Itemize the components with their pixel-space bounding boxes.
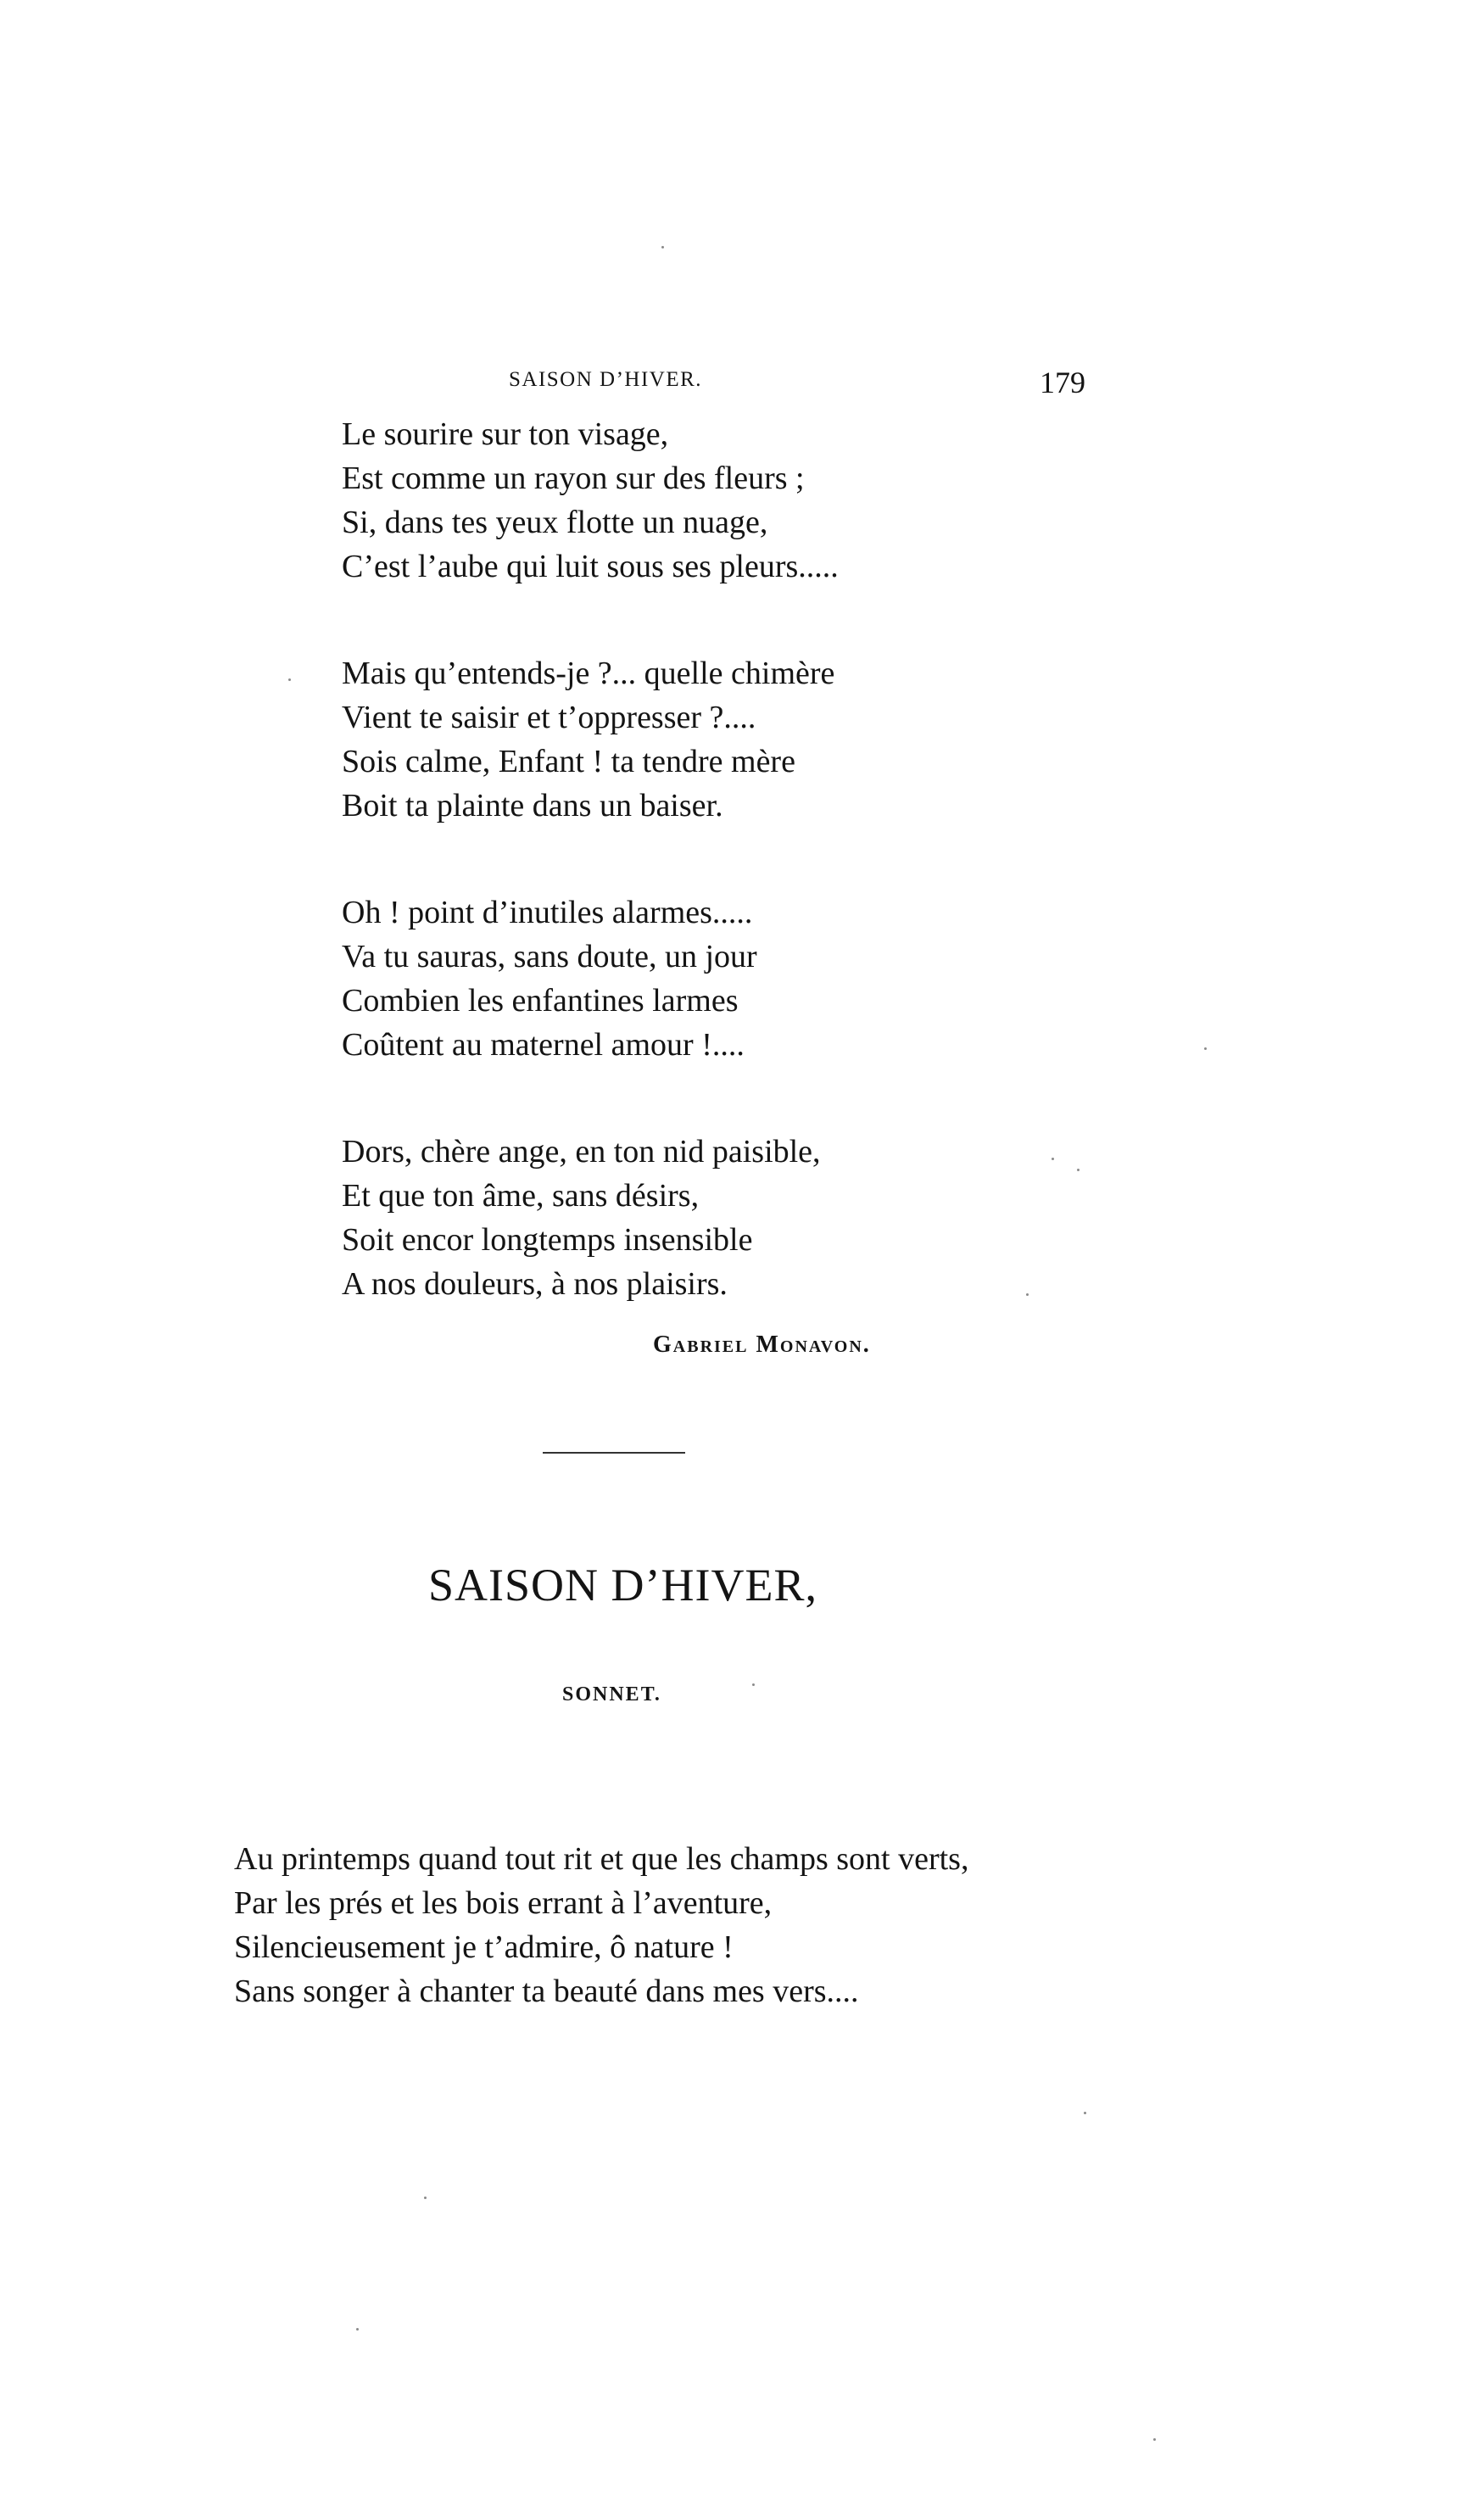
- running-title: SAISON D’HIVER.: [509, 368, 703, 391]
- running-head: [509, 365, 1085, 407]
- verse-line: Si, dans tes yeux flotte un nuage,: [342, 505, 768, 540]
- page-number: 179: [1040, 366, 1085, 399]
- stanza-1: [342, 412, 839, 589]
- verse-line: Mais qu’entends-je ?... quelle chimère: [342, 656, 835, 691]
- verse-line: Soit encor longtemps insensible: [342, 1222, 753, 1258]
- paper-speck: [356, 2328, 359, 2331]
- paper-speck: [752, 1683, 755, 1686]
- author-signature: Gabriel Monavon.: [653, 1331, 871, 1358]
- verse-line: Le sourire sur ton visage,: [342, 416, 669, 452]
- verse-line: Oh ! point d’inutiles alarmes.....: [342, 895, 753, 930]
- paper-speck: [661, 246, 664, 248]
- verse-line: C’est l’aube qui luit sous ses pleurs.....: [342, 549, 839, 584]
- verse-line: Sans songer à chanter ta beauté dans mes vers....: [234, 1973, 859, 2009]
- paper-speck: [1204, 1047, 1207, 1050]
- stanza-4: [342, 1130, 821, 1306]
- verse-line: Vient te saisir et t’oppresser ?....: [342, 700, 756, 735]
- paper-speck: [1077, 1169, 1080, 1171]
- verse-line: Coûtent au maternel amour !....: [342, 1027, 745, 1063]
- section-divider: [543, 1452, 685, 1454]
- stanza-2: [342, 651, 834, 828]
- verse-line: Au printemps quand tout rit et que les champs sont verts,: [234, 1841, 969, 1877]
- sonnet-quatrain: [234, 1837, 968, 2013]
- poem-title: SAISON D’HIVER,: [428, 1560, 817, 1611]
- verse-line: Silencieusement je t’admire, ô nature !: [234, 1929, 734, 1965]
- poem-subtitle: SONNET.: [562, 1683, 661, 1705]
- paper-speck: [424, 2197, 427, 2199]
- verse-line: Sois calme, Enfant ! ta tendre mère: [342, 744, 795, 779]
- verse-line: Par les prés et les bois errant à l’aventure,: [234, 1885, 773, 1921]
- verse-line: Est comme un rayon sur des fleurs ;: [342, 461, 805, 496]
- verse-line: Va tu sauras, sans doute, un jour: [342, 939, 757, 974]
- paper-speck: [1084, 2112, 1086, 2114]
- verse-line: A nos douleurs, à nos plaisirs.: [342, 1266, 728, 1302]
- verse-line: Dors, chère ange, en ton nid paisible,: [342, 1134, 821, 1170]
- verse-line: Combien les enfantines larmes: [342, 983, 739, 1019]
- verse-line: Boit ta plainte dans un baiser.: [342, 788, 723, 823]
- stanza-3: [342, 890, 757, 1067]
- paper-speck: [288, 678, 291, 681]
- verse-line: Et que ton âme, sans désirs,: [342, 1178, 700, 1214]
- paper-speck: [1052, 1158, 1054, 1160]
- paper-speck: [1153, 2438, 1156, 2441]
- paper-speck: [1026, 1293, 1029, 1296]
